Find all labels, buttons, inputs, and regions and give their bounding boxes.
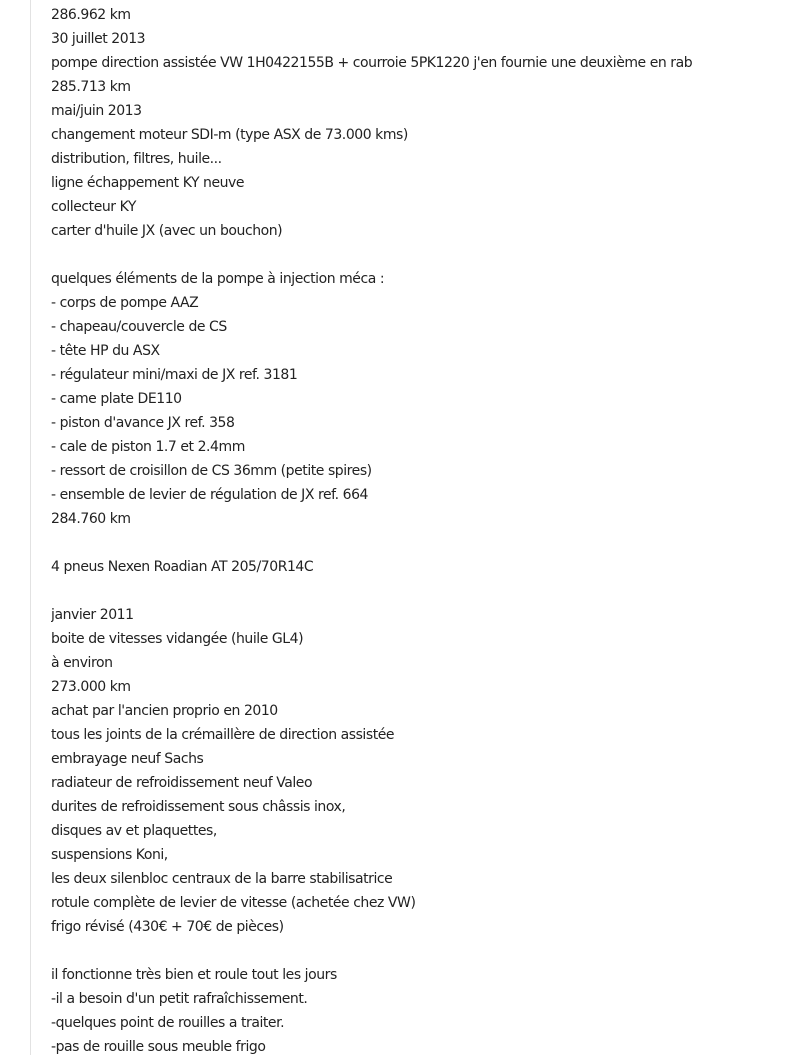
text-line: radiateur de refroidissement neuf Valeo (51, 775, 313, 791)
text-line: 284.760 km (51, 511, 131, 527)
text-line: - ressort de croisillon de CS 36mm (petite spires) (51, 463, 372, 479)
text-line: durites de refroidissement sous châssis inox, (51, 799, 346, 815)
text-line: - corps de pompe AAZ (51, 295, 199, 311)
text-line: pompe direction assistée VW 1H0422155B + courroie 5PK1220 j'en fournie une deuxième en rab (51, 55, 693, 71)
text-line: mai/juin 2013 (51, 103, 142, 119)
text-line: - ensemble de levier de régulation de JX ref. 664 (51, 487, 368, 503)
blank-line (51, 579, 791, 603)
text-line: 273.000 km (51, 679, 131, 695)
text-line: distribution, filtres, huile... (51, 151, 222, 167)
post-body-text (51, 3, 791, 1059)
blank-line (51, 939, 791, 963)
text-line: - tête HP du ASX (51, 343, 160, 359)
text-line: embrayage neuf Sachs (51, 751, 204, 767)
text-line: carter d'huile JX (avec un bouchon) (51, 223, 283, 239)
text-line: achat par l'ancien proprio en 2010 (51, 703, 278, 719)
text-line: 4 pneus Nexen Roadian AT 205/70R14C (51, 559, 314, 575)
text-line: il fonctionne très bien et roule tout les jours (51, 967, 337, 983)
text-line: 286.962 km (51, 7, 131, 23)
text-line: ligne échappement KY neuve (51, 175, 245, 191)
text-line: boite de vitesses vidangée (huile GL4) (51, 631, 304, 647)
text-line: - chapeau/couvercle de CS (51, 319, 227, 335)
text-line: suspensions Koni, (51, 847, 168, 863)
blank-line (51, 531, 791, 555)
text-line: janvier 2011 (51, 607, 134, 623)
blank-line (51, 243, 791, 267)
text-line: disques av et plaquettes, (51, 823, 217, 839)
content-left-border (30, 0, 31, 1055)
text-line: -quelques point de rouilles a traiter. (51, 1015, 285, 1031)
text-line: 285.713 km (51, 79, 131, 95)
text-line: - came plate DE110 (51, 391, 182, 407)
text-line: frigo révisé (430€ + 70€ de pièces) (51, 919, 284, 935)
text-line: - piston d'avance JX ref. 358 (51, 415, 235, 431)
text-line: 30 juillet 2013 (51, 31, 146, 47)
text-line: tous les joints de la crémaillère de direction assistée (51, 727, 395, 743)
text-line: quelques éléments de la pompe à injection méca : (51, 271, 385, 287)
text-line: à environ (51, 655, 113, 671)
text-line: les deux silenbloc centraux de la barre stabilisatrice (51, 871, 393, 887)
text-line: -pas de rouille sous meuble frigo (51, 1039, 266, 1055)
text-line: - régulateur mini/maxi de JX ref. 3181 (51, 367, 298, 383)
text-line: changement moteur SDI-m (type ASX de 73.000 kms) (51, 127, 408, 143)
text-line: rotule complète de levier de vitesse (achetée chez VW) (51, 895, 416, 911)
text-line: collecteur KY (51, 199, 136, 215)
text-line: -il a besoin d'un petit rafraîchissement. (51, 991, 308, 1007)
text-line: - cale de piston 1.7 et 2.4mm (51, 439, 245, 455)
